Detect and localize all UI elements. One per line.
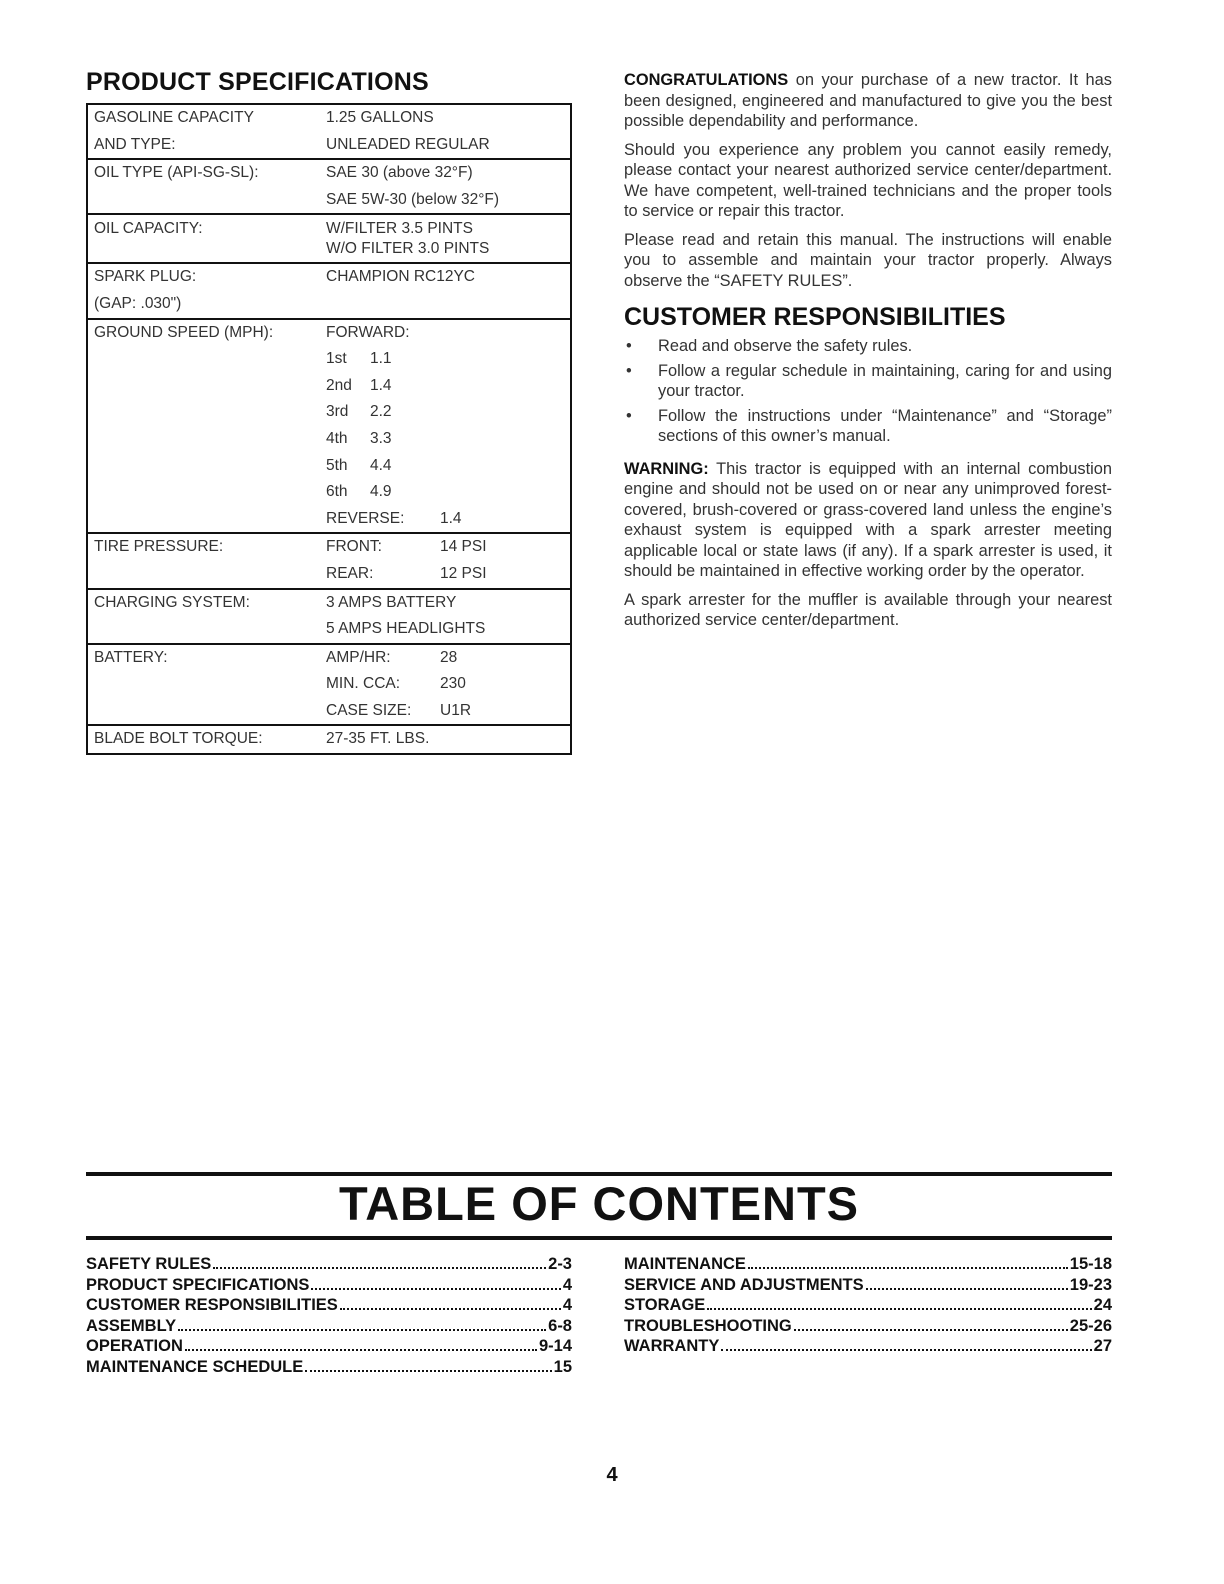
table-row bbox=[87, 399, 571, 426]
table-row bbox=[87, 533, 571, 561]
toc-entry[interactable]: STORAGE 24 bbox=[624, 1296, 1112, 1314]
gear-label: 3rd bbox=[326, 403, 349, 421]
spec-key: TIRE PRESSURE: bbox=[87, 533, 314, 561]
spec-value: CHAMPION RC12YC bbox=[314, 263, 571, 291]
toc-entry[interactable]: WARRANTY 27 bbox=[624, 1337, 1112, 1355]
page-number: 4 bbox=[606, 1464, 618, 1486]
spec-value: 27-35 FT. LBS. bbox=[314, 725, 571, 754]
list-item: • Follow a regular schedule in maintaining, caring for and using your tractor. bbox=[624, 361, 1112, 402]
spec-value: W/FILTER 3.5 PINTS bbox=[314, 214, 571, 239]
table-row bbox=[87, 426, 571, 453]
tire-front-value: 14 PSI bbox=[440, 538, 487, 556]
table-row bbox=[87, 453, 571, 480]
spec-value: SAE 30 (above 32°F) bbox=[314, 159, 571, 187]
table-row bbox=[87, 132, 571, 160]
spec-key: SPARK PLUG: bbox=[87, 263, 314, 291]
spec-value: 1.25 GALLONS bbox=[326, 109, 434, 126]
spec-key: GASOLINE CAPACITY bbox=[94, 109, 254, 126]
table-row bbox=[87, 319, 571, 347]
table-row bbox=[87, 561, 571, 589]
gear-speed: 2.2 bbox=[370, 403, 392, 421]
battery-cca-label: MIN. CCA: bbox=[326, 675, 401, 693]
spec-key: AND TYPE: bbox=[94, 135, 176, 153]
spec-value: W/O FILTER 3.0 PINTS bbox=[326, 240, 490, 258]
toc-right-column bbox=[624, 1254, 1112, 1357]
tire-rear-value: 12 PSI bbox=[440, 564, 487, 582]
gear-speed: 4.4 bbox=[370, 456, 392, 474]
reverse-label: REVERSE: bbox=[326, 509, 405, 527]
toc-entry[interactable]: SAFETY RULES 2-3 bbox=[86, 1255, 572, 1273]
gear-label: 4th bbox=[326, 429, 348, 447]
table-row bbox=[87, 239, 571, 263]
spec-value: 5 AMPS HEADLIGHTS bbox=[326, 620, 486, 638]
spec-key: OIL CAPACITY: bbox=[87, 214, 314, 239]
tire-front-label: FRONT: bbox=[326, 538, 382, 556]
intro-section bbox=[624, 70, 1112, 639]
toc-entry[interactable]: MAINTENANCE 15-18 bbox=[624, 1255, 1112, 1273]
toc-entry[interactable]: CUSTOMER RESPONSIBILITIES 4 bbox=[86, 1296, 572, 1314]
table-row bbox=[87, 644, 571, 672]
toc-entry[interactable]: TROUBLESHOOTING 25-26 bbox=[624, 1316, 1112, 1335]
product-specifications-section bbox=[86, 68, 572, 755]
table-row bbox=[87, 291, 571, 319]
gear-label: 6th bbox=[326, 483, 348, 501]
toc-entry[interactable]: SERVICE AND ADJUSTMENTS 19-23 bbox=[624, 1275, 1112, 1294]
congratulations-paragraph: CONGRATULATIONS on your purchase of a new tractor. It has been designed, engineered and manufactured to give you the best possible dependability and performance. bbox=[624, 71, 1112, 130]
table-row bbox=[87, 373, 571, 400]
gear-speed: 3.3 bbox=[370, 429, 392, 447]
spec-key: BATTERY: bbox=[87, 644, 314, 672]
warning-paragraph: WARNING: This tractor is equipped with an internal combustion engine and should not be used on or near any unimproved forest-covered, brush-covered or grass-covered land unless the engine’s exhaust system is equipped with a spark arrester meeting applicable local or state laws (if any). If a spark arrester is used, it should be maintained in effective working order by the operator. bbox=[624, 459, 1112, 580]
table-row bbox=[87, 346, 571, 373]
spark-arrester-paragraph: A spark arrester for the muffler is available through your nearest authorized service center/department. bbox=[624, 590, 1112, 629]
gear-speed: 4.9 bbox=[370, 483, 392, 501]
list-item: • Follow the instructions under “Maintenance” and “Storage” sections of this owner’s manual. bbox=[624, 406, 1112, 447]
spec-value: 3 AMPS BATTERY bbox=[314, 589, 571, 617]
toc-title: TABLE OF CONTENTS bbox=[338, 1177, 860, 1230]
table-row bbox=[87, 214, 571, 239]
reverse-speed: 1.4 bbox=[440, 509, 462, 527]
battery-case-label: CASE SIZE: bbox=[326, 701, 412, 719]
spec-value: FORWARD: bbox=[314, 319, 571, 347]
spec-key: OIL TYPE (API-SG-SL): bbox=[87, 159, 314, 187]
list-item: • Read and observe the safety rules. bbox=[624, 336, 1112, 357]
congratulations-lead: CONGRATULATIONS bbox=[624, 71, 789, 89]
spec-key: GROUND SPEED (MPH): bbox=[87, 319, 314, 347]
spec-key: (GAP: .030") bbox=[94, 294, 182, 312]
toc-entry[interactable]: PRODUCT SPECIFICATIONS 4 bbox=[86, 1275, 572, 1294]
toc-left-column bbox=[86, 1254, 572, 1377]
spec-title: PRODUCT SPECIFICATIONS bbox=[86, 68, 429, 96]
toc-entry[interactable]: OPERATION 9-14 bbox=[86, 1337, 572, 1355]
table-row bbox=[87, 479, 571, 506]
tire-rear-label: REAR: bbox=[326, 564, 374, 582]
toc-entry[interactable]: MAINTENANCE SCHEDULE 15 bbox=[86, 1357, 572, 1376]
gear-label: 1st bbox=[326, 350, 347, 368]
table-row bbox=[87, 263, 571, 291]
warning-label: WARNING: bbox=[624, 459, 709, 478]
battery-cca-value: 230 bbox=[440, 675, 466, 693]
gear-label: 5th bbox=[326, 456, 348, 474]
spec-key: BLADE BOLT TORQUE: bbox=[87, 725, 314, 754]
gear-speed: 1.1 bbox=[370, 350, 392, 368]
table-row bbox=[87, 671, 571, 698]
responsibility-list bbox=[624, 336, 1112, 447]
toc-bottom-rule bbox=[86, 1236, 1112, 1240]
table-row bbox=[87, 187, 571, 215]
gear-label: 2nd bbox=[326, 376, 352, 394]
battery-case-value: U1R bbox=[440, 701, 472, 719]
battery-amphr-value: 28 bbox=[440, 648, 458, 666]
spec-key: CHARGING SYSTEM: bbox=[87, 589, 314, 617]
read-manual-paragraph: Please read and retain this manual. The instructions will enable you to assemble and maintain your tractor properly. Always observe the “SAFETY RULES”. bbox=[624, 230, 1112, 290]
toc-entry[interactable]: ASSEMBLY 6-8 bbox=[86, 1316, 572, 1335]
battery-amphr-label: AMP/HR: bbox=[326, 648, 391, 666]
table-row bbox=[87, 725, 571, 754]
table-row bbox=[87, 104, 571, 132]
customer-responsibilities-title: CUSTOMER RESPONSIBILITIES bbox=[624, 303, 1006, 331]
table-row bbox=[87, 698, 571, 726]
table-row bbox=[87, 589, 571, 617]
problem-paragraph: Should you experience any problem you cannot easily remedy, please contact your nearest authorized service center/department. We have competent, well-trained technicians and the proper tools to service or repair this tractor. bbox=[624, 140, 1112, 220]
table-row bbox=[87, 159, 571, 187]
table-row bbox=[87, 616, 571, 644]
gear-speed: 1.4 bbox=[370, 376, 392, 394]
table-row bbox=[87, 506, 571, 534]
spec-value: UNLEADED REGULAR bbox=[326, 135, 490, 153]
spec-table bbox=[86, 103, 572, 755]
spec-value: SAE 5W-30 (below 32°F) bbox=[326, 190, 500, 208]
